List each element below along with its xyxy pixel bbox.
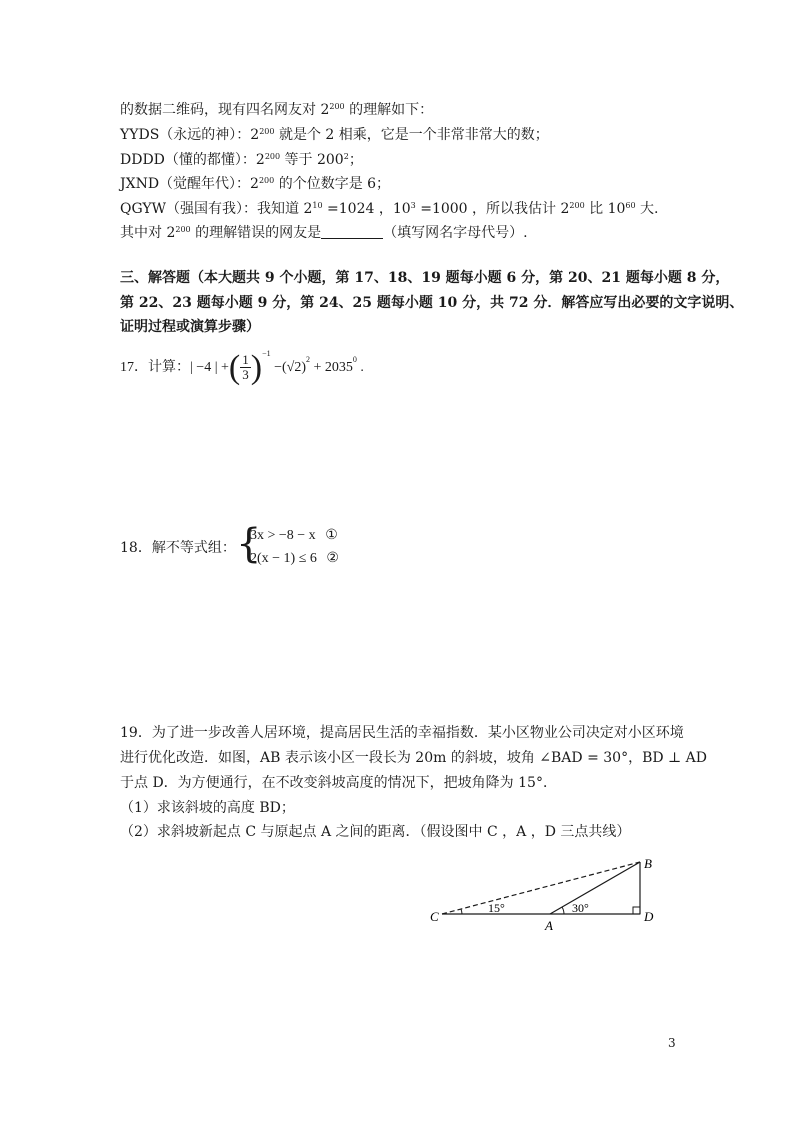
text: 就是个 2 相乘，它是一个非常非常大的数； (274, 127, 549, 143)
q19-part-2: （2）求斜坡新起点 C 与原起点 A 之间的距离．（假设图中 C ，A ，D 三点共线） (120, 824, 631, 840)
text: 其中对 2 (120, 225, 176, 241)
q19-part-1: （1）求该斜坡的高度 BD； (120, 800, 295, 816)
section-3-heading-line-1: 三、解答题（本大题共 9 个小题，第 17、18、19 题每小题 6 分，第 20、21 题每小题 8 分， (120, 270, 730, 286)
text: 等于 200 (280, 152, 344, 168)
text: YYDS（永远的神）：2 (120, 127, 260, 143)
inequality: 3x > −8 − x (250, 528, 316, 543)
exponent: 200 (175, 225, 191, 234)
slope-cb-dashed (442, 862, 640, 914)
brace-icon: { (236, 521, 262, 567)
paren-left: ( (228, 348, 241, 386)
right-angle-mark (633, 907, 640, 914)
q17-year-term: + 2035 (309, 360, 353, 375)
circled-number: ② (326, 551, 339, 566)
opinion-jxnd (120, 174, 390, 194)
page-number: 3 (668, 1036, 676, 1050)
label-c: C (430, 909, 439, 924)
text: ； (348, 152, 363, 168)
q19-line-3: 于点 D．为方便通行，在不改变斜坡高度的情况下，把坡角降为 15°． (120, 775, 557, 791)
slope-diagram (428, 850, 668, 940)
q19-line-2: 进行优化改造．如图，AB 表示该小区一段长为 20m 的斜坡，坡角 ∠BAD = 30°，BD ⊥ AD (120, 750, 708, 766)
text: 的个位数字是 6； (274, 176, 391, 192)
inequality: 2(x − 1) ≤ 6 (250, 551, 317, 566)
slope-ab (550, 862, 640, 914)
q17-sqrt-term: −(√2) (270, 360, 306, 375)
angle-label-30: 30° (572, 901, 589, 915)
intro-line-1 (120, 100, 433, 120)
q18-inequality-1 (250, 527, 338, 544)
q17-label: 17．计算： (120, 360, 190, 375)
opinion-yyds (120, 125, 549, 145)
text: QGYW（强国有我）：我知道 2 (120, 201, 313, 217)
exponent: 200 (329, 102, 345, 111)
q18-inequality-2 (250, 550, 339, 567)
exponent-neg-one: −1 (262, 349, 271, 358)
text: （填写网名字母代号）. (383, 225, 528, 241)
exponent: 10 (312, 201, 323, 210)
exponent: 0 (352, 355, 357, 364)
exponent: 2 (343, 152, 349, 161)
paren-right: ) (250, 348, 263, 386)
section-3-heading-line-3: 证明过程或演算步骤） (120, 319, 260, 335)
exponent: 200 (264, 152, 281, 161)
question-16-prompt (120, 223, 528, 243)
text: DDDD（懂的都懂）：2 (120, 152, 265, 168)
question-17 (120, 348, 364, 388)
exponent: 2 (305, 355, 310, 364)
answer-blank[interactable] (321, 224, 383, 239)
text: . (356, 360, 364, 375)
text: 的理解错误的网友是 (190, 225, 322, 241)
exponent: 200 (569, 201, 585, 210)
exponent: 200 (258, 176, 275, 185)
q17-abs: | −4 | + (190, 360, 229, 375)
text: 的数据二维码，现有四名网友对 2 (120, 102, 330, 118)
text: 大. (635, 201, 659, 217)
exponent: 200 (259, 127, 275, 136)
text: 的理解如下： (344, 102, 434, 118)
label-b: B (644, 856, 652, 871)
fraction-numerator: 1 (242, 352, 249, 368)
exponent: 3 (410, 201, 416, 210)
fraction-one-third (240, 353, 251, 382)
circled-number: ① (325, 528, 338, 543)
angle-label-15: 15° (488, 901, 505, 915)
opinion-dddd (120, 150, 363, 170)
opinion-qgyw (120, 199, 658, 219)
angle-arc-a (562, 907, 564, 914)
text: 比 10 (584, 201, 626, 217)
exponent: 60 (625, 201, 636, 210)
angle-arc-c (461, 909, 462, 914)
q18-label: 18．解不等式组： (120, 540, 236, 556)
q19-line-1: 19．为了进一步改善人居环境，提高居民生活的幸福指数．某小区物业公司决定对小区环境 (120, 725, 684, 741)
section-3-heading-line-2: 第 22、23 题每小题 9 分，第 24、25 题每小题 10 分，共 72 分．解答应写出必要的文字说明、 (120, 295, 744, 311)
text: JXND（觉醒年代）：2 (120, 176, 259, 192)
text: =1000 ，所以我估计 2 (415, 201, 570, 217)
label-a: A (545, 918, 553, 933)
text: =1024 ，10 (322, 201, 411, 217)
label-d: D (644, 909, 654, 924)
fraction-denominator: 3 (242, 367, 249, 383)
